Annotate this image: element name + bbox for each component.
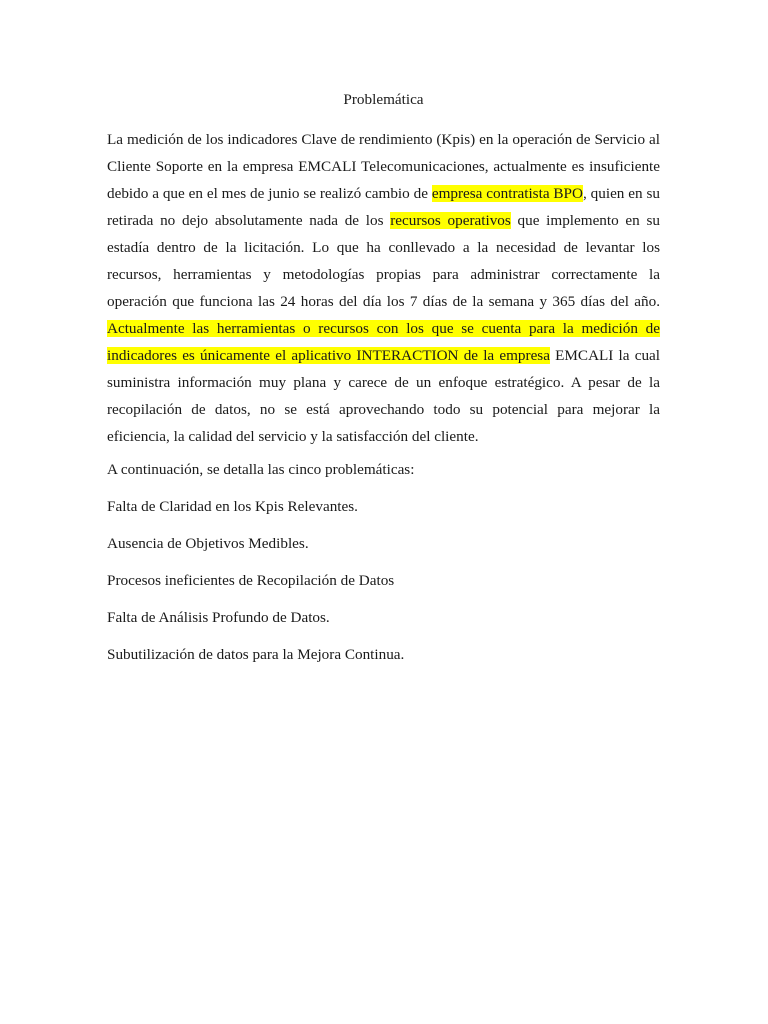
- page-title: Problemática: [343, 91, 424, 108]
- problem-item-4: Falta de Análisis Profundo de Datos.: [107, 609, 330, 626]
- paragraph-text-2: , quien en su retirada no dejo absolutamente nada de los: [107, 185, 660, 229]
- document-page: [107, 88, 660, 678]
- problem-item-1: Falta de Claridad en los Kpis Relevantes.: [107, 498, 358, 515]
- problem-item-2: Ausencia de Objetivos Medibles.: [107, 535, 309, 552]
- problem-item-5: Subutilización de datos para la Mejora Continua.: [107, 646, 405, 663]
- intro-line: A continuación, se detalla las cinco problemáticas:: [107, 461, 415, 478]
- problem-item-3: Procesos ineficientes de Recopilación de Datos: [107, 572, 395, 589]
- paragraph-text-4: EMCALI la cual suministra información muy plana y carece de un enfoque estratégico. A pesar de la recopilación de datos, no se está aprovechando todo su potencial para mejorar la eficiencia, la calidad del servicio y la satisfacción del cliente.: [107, 347, 660, 445]
- paragraph-text-3: que implemento en su estadía dentro de la licitación. Lo que ha conllevado a la necesidad de levantar los recursos, herramientas y metodologías propias para administrar correctamente la operación que funciona las 24 horas del día los 7 días de la semana y 365 días del año.: [107, 212, 660, 310]
- highlight-herramientas: Actualmente las herramientas o recursos con los que se cuenta para la medición de indicadores es únicamente el aplicativo INTERACTION de la empresa: [107, 320, 660, 364]
- paragraph-text-1: La medición de los indicadores Clave de rendimiento (Kpis) en la operación de Servicio al Cliente Soporte en la empresa EMCALI Telecomunicaciones, actualmente es insuficiente debido a que en el mes de junio se realizó cambio de: [107, 131, 660, 202]
- highlight-recursos: recursos operativos: [390, 212, 511, 229]
- main-paragraph: [107, 126, 660, 450]
- highlight-bpo: empresa contratista BPO: [431, 185, 583, 202]
